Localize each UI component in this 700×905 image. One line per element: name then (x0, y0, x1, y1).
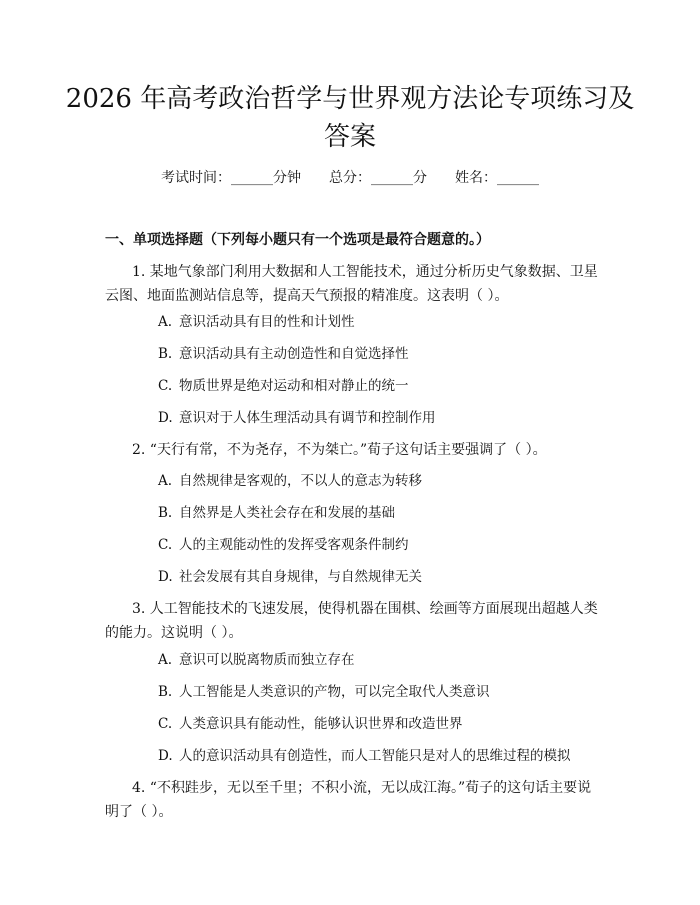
option-letter: B. (158, 684, 173, 700)
option-text: 人的意识活动具有创造性，而人工智能只是对人的思维过程的模拟 (179, 748, 571, 764)
option-letter: C. (158, 716, 173, 732)
time-field: 考试时间：______分钟 (161, 170, 301, 186)
option-c (158, 376, 409, 396)
option-letter: D. (158, 410, 173, 426)
option-a (158, 650, 355, 670)
option-letter: A. (158, 314, 173, 330)
option-letter: C. (158, 537, 173, 553)
question-stem: 4. “不积跬步，无以至千里；不积小流，无以成江海。”荀子的这句话主要说明了（ ）。 (105, 780, 592, 820)
option-c (158, 535, 409, 555)
option-d (158, 746, 571, 766)
option-letter: B. (158, 346, 173, 362)
name-field: 姓名：______ (455, 170, 539, 186)
option-text: 人工智能是人类意识的产物，可以完全取代人类意识 (179, 684, 490, 700)
option-letter: A. (158, 473, 173, 489)
question-stem: 1. 某地气象部门利用大数据和人工智能技术，通过分析历史气象数据、卫星云图、地面监测站信息等，提高天气预报的精准度。这表明（ ）。 (105, 264, 598, 304)
option-text: 意识活动具有主动创造性和自觉选择性 (179, 346, 409, 362)
option-b (158, 503, 395, 523)
option-text: 人类意识具有能动性，能够认识世界和改造世界 (179, 716, 463, 732)
option-letter: D. (158, 569, 173, 585)
question-stem: 3. 人工智能技术的飞速发展，使得机器在围棋、绘画等方面展现出超越人类的能力。这说明（ ）。 (105, 601, 598, 641)
option-text: 社会发展有其自身规律，与自然规律无关 (179, 569, 422, 585)
option-letter: A. (158, 652, 173, 668)
option-letter: D. (158, 748, 173, 764)
option-b (158, 344, 409, 364)
option-a (158, 312, 355, 332)
option-d (158, 408, 436, 428)
option-letter: B. (158, 505, 173, 521)
question-stem: 2. “天行有常，不为尧存，不为桀亡。”荀子这句话主要强调了（ ）。 (132, 442, 547, 458)
exam-title: 2026 年高考政治哲学与世界观方法论专项练习及答案 (65, 84, 635, 152)
score-field: 总分：______分 (329, 170, 427, 186)
option-text: 人的主观能动性的发挥受客观条件制约 (179, 537, 409, 553)
option-text: 意识可以脱离物质而独立存在 (179, 652, 355, 668)
option-a (158, 471, 422, 491)
option-text: 自然规律是客观的，不以人的意志为转移 (179, 473, 422, 489)
option-c (158, 714, 463, 734)
option-b (158, 682, 490, 702)
option-text: 自然界是人类社会存在和发展的基础 (179, 505, 395, 521)
section-heading: 一、单项选择题（下列每小题只有一个选项是最符合题意的。） (105, 232, 490, 248)
option-letter: C. (158, 378, 173, 394)
option-text: 物质世界是绝对运动和相对静止的统一 (179, 378, 409, 394)
option-text: 意识活动具有目的性和计划性 (179, 314, 355, 330)
exam-meta (0, 168, 700, 188)
option-d (158, 567, 422, 587)
option-text: 意识对于人体生理活动具有调节和控制作用 (179, 410, 436, 426)
